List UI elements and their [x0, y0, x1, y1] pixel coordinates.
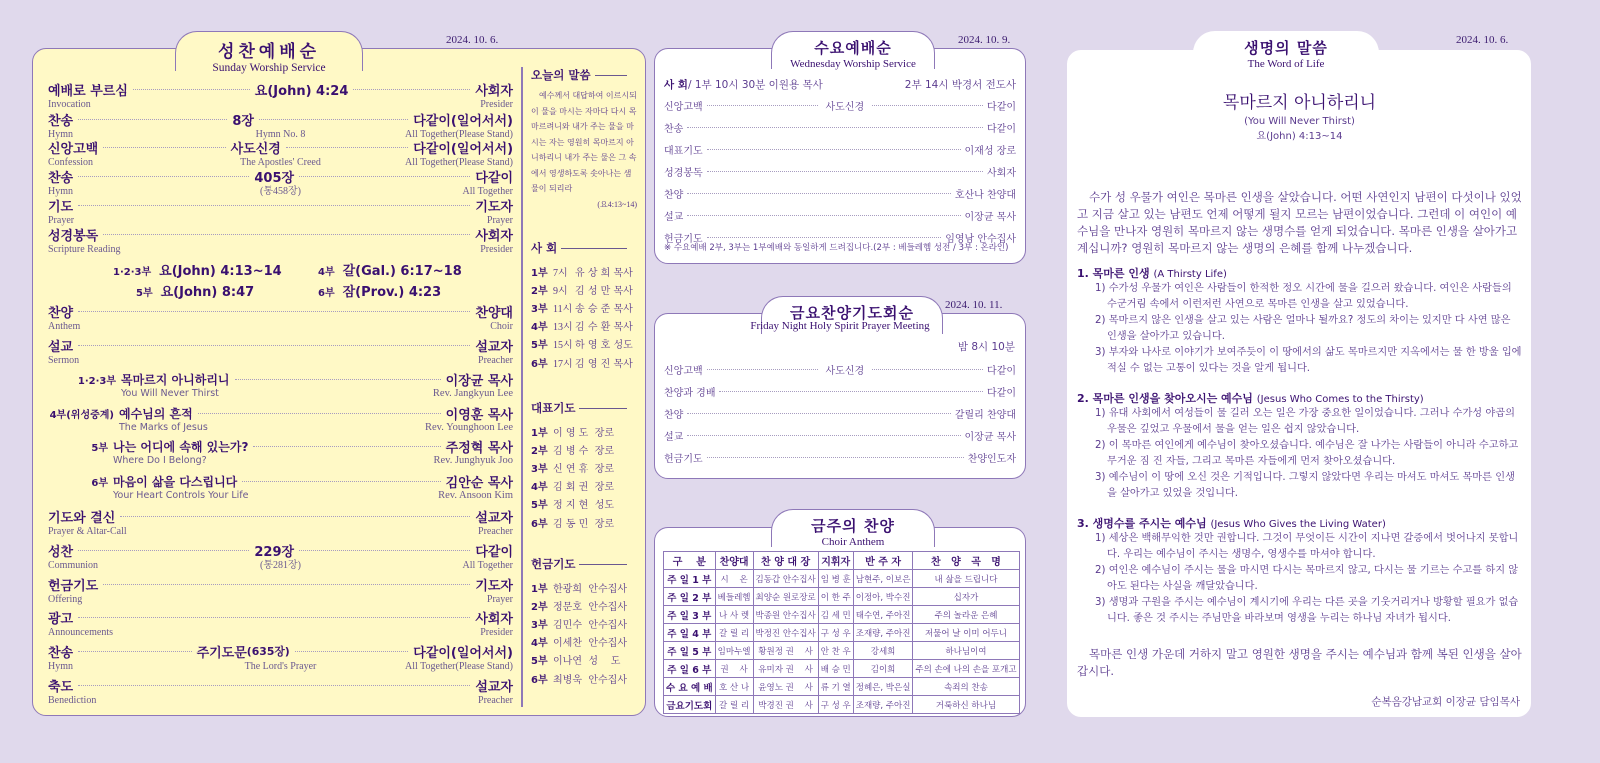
word-of-life-date: 2024. 10. 6.: [1456, 34, 1509, 46]
table-cell: 김 세 민: [818, 606, 853, 624]
sermon-conclusion: 목마른 인생 가운데 거하지 말고 영원한 생명을 주시는 예수님과 함께 복된 인생을 살아갑시다.: [1077, 647, 1522, 678]
anthem-table: [663, 551, 1020, 714]
rep-prayer-heading: 대표기도: [531, 400, 627, 416]
list-item: 6부 김 동 민 장로: [531, 518, 615, 530]
table-cell: 최양순 원로장로: [753, 588, 818, 606]
table-cell: 주의 손에 나의 손을 포개고: [913, 660, 1019, 678]
rep-prayer-list: [531, 422, 637, 531]
anthem-subtitle: Choir Anthem: [821, 536, 885, 548]
word-of-life-title-tab: [1193, 31, 1379, 69]
sermon-header: [1077, 88, 1522, 142]
service-row: 기도와 결신 설교자 Prayer & Altar-Call Preacher: [48, 510, 513, 537]
table-cell: 임 병 훈: [818, 570, 853, 588]
column-header: 지휘자: [818, 552, 853, 570]
table-cell: 박정진 안수집사: [753, 624, 818, 642]
table-cell: 류 기 열: [818, 678, 853, 696]
friday-title: 금요찬양기도회순: [790, 304, 914, 322]
order-row: 찬양 호산나 찬양대: [664, 189, 1016, 201]
service-row: 성경봉독 사회자 Scripture Reading Presider: [48, 228, 513, 255]
sunday-subtitle: Sunday Worship Service: [212, 62, 326, 74]
table-cell: 호 산 나: [715, 678, 753, 696]
table-cell: 구 성 우: [818, 624, 853, 642]
table-cell: 박종원 안수집사: [753, 606, 818, 624]
table-row: [664, 606, 1020, 624]
scripture-reading: 1·2·3부 요(John) 4:13~14: [113, 264, 282, 279]
offering-prayer-heading: 헌금기도: [531, 556, 627, 572]
table-cell: 주 일 2 부: [664, 588, 716, 606]
list-item: 1부 7시 유 상 희 목사: [531, 267, 633, 279]
wednesday-date: 2024. 10. 9.: [958, 34, 1011, 46]
sunday-date: 2024. 10. 6.: [446, 34, 499, 46]
table-cell: 주 일 4 부: [664, 624, 716, 642]
list-item: 3부 김민수 안수집사: [531, 619, 627, 631]
table-cell: 금요기도회: [664, 696, 716, 714]
word-of-life-subtitle: The Word of Life: [1247, 58, 1325, 70]
list-item: 4부 김 회 권 장로: [531, 482, 615, 494]
order-row: 헌금기도 찬양인도자: [664, 453, 1016, 465]
signature: 순복음강남교회 이장균 담임목사: [1371, 696, 1520, 708]
column-divider: [521, 67, 523, 707]
sermon-point: 1. 목마른 인생 (A Thirsty Life) 1) 수가성 우물가 여인은 사람들이 한적한 정오 시간에 물을 길으러 왔습니다. 여인은 사람들의 수군거림 속에서 이런저런 사연으로 목마른 인생을 살고 있었습니다. 2) 목마르지 않은 인생을 살고 있는 사람은 얼마나 될까요? 정도의 차이는 있지만 다 사연 많은 인생을 살아가고 있습니다. 3) 부자와 나사로 이야기가 보여주듯이 이 땅에서의 삶도 목마르지만 지옥에서는 물 한 방울 입에 적실 수 없는 고통이 있다는 것을 알게 됩니다.: [1077, 267, 1522, 374]
scripture-reading: 5부 요(John) 8:47: [136, 285, 255, 300]
sermon-points: [1077, 265, 1522, 627]
table-cell: 태수연, 주아진: [853, 606, 913, 624]
service-row: 광고 사회자 Announcements Presider: [48, 611, 513, 638]
order-row: 성경봉독 사회자: [664, 167, 1016, 179]
table-row: [664, 696, 1020, 714]
order-row: 헌금기도 임영남 안수집사: [664, 233, 1016, 245]
table-cell: 임마누엘: [715, 642, 753, 660]
list-item: 5부 정 지 현 성도: [531, 500, 615, 512]
list-item: 3부 11시 송 승 준 목사: [531, 303, 633, 315]
table-row: [664, 678, 1020, 696]
table-row: [664, 624, 1020, 642]
table-cell: 거룩하신 하나님: [913, 696, 1019, 714]
list-item: 6부 최병욱 안수집사: [531, 674, 627, 686]
service-row: 헌금기도 기도자 Offering Prayer: [48, 578, 513, 605]
list-item: 1부 한광희 안수집사: [531, 583, 627, 595]
table-row: [664, 588, 1020, 606]
service-row: 기도 기도자 Prayer Prayer: [48, 199, 513, 226]
presider-heading: 사 회: [531, 240, 627, 256]
anthem-title-tab: [771, 509, 935, 547]
sermon-ref: 요(John) 4:13~14: [1256, 131, 1343, 142]
service-row: 찬송 405장 다같이 Hymn (통458장) All Together: [48, 170, 514, 197]
list-item: 1부 이 영 도 장로: [531, 427, 615, 439]
column-header: 구 분: [664, 552, 716, 570]
table-cell: 속죄의 찬송: [913, 678, 1019, 696]
column-header: 찬 양 대 장: [753, 552, 818, 570]
wednesday-presider: 사 회/ 1부 10시 30분 이원용 목사 2부 14시 박경서 전도사: [664, 79, 1016, 91]
table-cell: 배 승 민: [818, 660, 853, 678]
sermon-row: 4부(위성중계) 예수님의 흔적 이영훈 목사 The Marks of Jesus Rev. Younghoon Lee: [49, 406, 513, 433]
sermon-title-en: (You Will Never Thirst): [1244, 116, 1355, 127]
table-cell: 박경진 권 사: [753, 696, 818, 714]
list-item: 5부 15시 하 영 호 성도: [531, 340, 633, 352]
friday-subtitle: Friday Night Holy Spirit Prayer Meeting: [750, 320, 930, 332]
wednesday-title: 수요예배순: [814, 39, 892, 57]
list-item: 4부 이세찬 안수집사: [531, 638, 627, 650]
table-cell: 유미자 권 사: [753, 660, 818, 678]
scripture-reading: 4부 갈(Gal.) 6:17~18: [318, 264, 462, 279]
sermon-title: 목마르지 아니하리니: [1222, 93, 1377, 113]
wednesday-title-tab: [771, 31, 935, 69]
table-cell: 내 삶을 드립니다: [913, 570, 1019, 588]
wednesday-subtitle: Wednesday Worship Service: [790, 58, 916, 70]
friday-date: 2024. 10. 11.: [945, 299, 1003, 311]
service-row: 찬양 찬양대 Anthem Choir: [48, 305, 513, 332]
word-of-life-title: 생명의 말씀: [1244, 39, 1328, 57]
today-word-verse: 예수께서 대답하여 이르시되 이 물을 마시는 자마다 다시 목마르려니와 내가 주는 물을 마시는 자는 영원히 목마르지 아니하리니 내가 주는 물은 그 속에서 영생하도록 솟아나는 샘물이 되리라 (요4:13~14): [531, 91, 637, 209]
table-cell: 강세희: [853, 642, 913, 660]
anthem-title: 금주의 찬양: [811, 517, 895, 535]
table-cell: 주 일 6 부: [664, 660, 716, 678]
table-cell: 김이희: [853, 660, 913, 678]
sermon-row: 5부 나는 어디에 속해 있는가? 주정혁 목사 Where Do I Belong? Rev. Junghyuk Joo: [91, 439, 513, 466]
table-cell: 나 사 렛: [715, 606, 753, 624]
order-row: 신앙고백 사도신경 다같이: [664, 101, 1017, 113]
table-cell: 이정아, 박수진: [853, 588, 913, 606]
table-cell: 갈 릴 리: [715, 696, 753, 714]
service-row: 찬송 8장 다같이(일어서서) Hymn Hymn No. 8 All Together(Please Stand): [48, 113, 513, 140]
wednesday-note: ※ 수요예배 2부, 3부는 1부예배와 동일하게 드려집니다.(2부 : 베들레헴 성전 / 3부 : 온라인): [664, 243, 1009, 253]
sermon-point: 2. 목마른 인생을 찾아오시는 예수님 (Jesus Who Comes to the Thirsty) 1) 유대 사회에서 여성들이 물 길러 오는 일은 가장 중요한 일이었습니다. 그러나 수가성 야곱의 우물은 깊었고 우물에서 물을 얻는 일은 쉽지 않았습니다. 2) 이 목마른 여인에게 예수님이 찾아오셨습니다. 예수님은 잘 나가는 사람들이 아니라 수고하고 무거운 짐 진 자들, 그리고 목마른 자들에게 먼저 찾아오셨습니다. 3) 예수님이 이 땅에 오신 것은 기적입니다. 그렇지 않았다면 우리는 마셔도 마셔도 목마른 인생을 살아가고 있었을 것입니다.: [1077, 392, 1519, 499]
column-header: 찬 양 곡 명: [913, 552, 1019, 570]
sermon-row: 6부 마음이 삶을 다스립니다 김안순 목사 Your Heart Controls Your Life Rev. Ansoon Kim: [91, 474, 513, 501]
service-row: 성찬 229장 다같이 Communion (통281장) All Together: [48, 544, 514, 571]
table-cell: 안 찬 우: [818, 642, 853, 660]
table-cell: 김동갑 안수집사: [753, 570, 818, 588]
offering-prayer-list: [531, 578, 637, 687]
service-row: 설교 설교자 Sermon Preacher: [48, 339, 513, 366]
order-row: 찬양과 경배 다같이: [664, 387, 1016, 399]
today-word-heading: 오늘의 말씀: [531, 67, 627, 83]
list-item: 5부 이나연 성 도: [531, 656, 621, 668]
table-cell: 남현주, 이보은: [853, 570, 913, 588]
order-row: 설교 이장균 목사: [664, 431, 1016, 443]
sermon-row: 1·2·3부 목마르지 아니하리니 이장균 목사 You Will Never Thirst Rev. Jangkyun Lee: [77, 372, 513, 399]
table-cell: 정혜은, 박은실: [853, 678, 913, 696]
sermon-point: 3. 생명수를 주시는 예수님 (Jesus Who Gives the Living Water) 1) 세상은 백해무익한 것만 권합니다. 그것이 무엇이든 시간이 지나면 갈증에서 벗어나지 못합니다. 우리는 예수님이 주시는 생명수, 영생수를 마셔야 합니다. 2) 여인은 예수님이 주시는 물을 마시면 다시는 목마르지 않고, 다시는 물 기르는 수고를 하지 않아도 된다는 사실을 깨달았습니다. 3) 생명과 구원을 주시는 예수님이 계시기에 우리는 다른 곳을 기웃거리거나 방황할 필요가 없습니다. 좋은 것 주시는 주님만을 바라보며 영생을 누리는 하나님 자녀가 됩시다.: [1077, 517, 1519, 624]
table-row: [664, 642, 1020, 660]
presider-list: [531, 262, 637, 371]
service-row: 찬송 주기도문 (635장) 다같이(일어서서) Hymn The Lord's Prayer All Together(Please Stand): [48, 644, 513, 672]
table-cell: 시 온: [715, 570, 753, 588]
table-cell: 주의 놀라운 은혜: [913, 606, 1019, 624]
friday-time: 밤 8시 10분: [957, 341, 1015, 353]
table-cell: 하나님이여: [913, 642, 1019, 660]
order-row: 찬송 다같이: [664, 123, 1016, 135]
table-cell: 십자가: [913, 588, 1019, 606]
scripture-reading: 6부 잠(Prov.) 4:23: [318, 285, 442, 300]
column-header: 찬양대: [715, 552, 753, 570]
list-item: 4부 13시 김 수 환 목사: [531, 322, 633, 334]
table-cell: 구 성 우: [818, 696, 853, 714]
order-row: 신앙고백 사도신경 다같이: [664, 365, 1017, 377]
table-cell: 윤영노 권 사: [753, 678, 818, 696]
table-cell: 권 사: [715, 660, 753, 678]
sunday-title-tab: [175, 31, 363, 74]
list-item: 6부 17시 김 영 진 목사: [531, 358, 633, 370]
table-cell: 주 일 5 부: [664, 642, 716, 660]
service-row: 신앙고백 사도신경 다같이(일어서서) Confession The Apostles' Creed All Together(Please Stand): [48, 141, 514, 168]
table-cell: 조재량, 주아진: [853, 624, 913, 642]
service-row: 예배로 부르심 요(John) 4:24 사회자 Invocation Presider: [48, 83, 513, 110]
table-cell: 수 요 예 배: [664, 678, 716, 696]
order-row: 설교 이장균 목사: [664, 211, 1016, 223]
list-item: 3부 신 연 휴 장로: [531, 463, 615, 475]
table-cell: 저물어 날 이미 어두니: [913, 624, 1019, 642]
column-header: 반 주 자: [853, 552, 913, 570]
table-cell: 주 일 1 부: [664, 570, 716, 588]
table-cell: 주 일 3 부: [664, 606, 716, 624]
table-row: [664, 660, 1020, 678]
list-item: 2부 김 병 수 장로: [531, 445, 615, 457]
table-cell: 조재량, 주아진: [853, 696, 913, 714]
order-row: 대표기도 이재성 장로: [664, 145, 1016, 157]
table-row: [664, 570, 1020, 588]
list-item: 2부 9시 김 성 만 목사: [531, 285, 633, 297]
list-item: 2부 정문호 안수집사: [531, 601, 627, 613]
table-cell: 황원정 권 사: [753, 642, 818, 660]
table-cell: 이 한 주: [818, 588, 853, 606]
sunday-title: 성찬예배순: [217, 42, 321, 62]
table-cell: 베들레헴: [715, 588, 753, 606]
table-cell: 갈 릴 리: [715, 624, 753, 642]
service-row: 축도 설교자 Benediction Preacher: [48, 679, 513, 706]
sermon-intro: 수가 성 우물가 여인은 목마른 인생을 살았습니다. 어떤 사연인지 남편이 다섯이나 있었고 지금 살고 있는 남편도 언제 어떻게 될지 모르는 남편이었습니다. 그런데 이 여인이 예수님을 만나자 영원히 목마르지 않는 생명수를 얻게 되었습니다. 목마른 인생을 살아가고 계십니까? 영원히 목마르지 않는 생명의 은혜를 함께 나누겠습니다.: [1077, 190, 1522, 255]
order-row: 찬양 갈릴리 찬양대: [664, 409, 1016, 421]
